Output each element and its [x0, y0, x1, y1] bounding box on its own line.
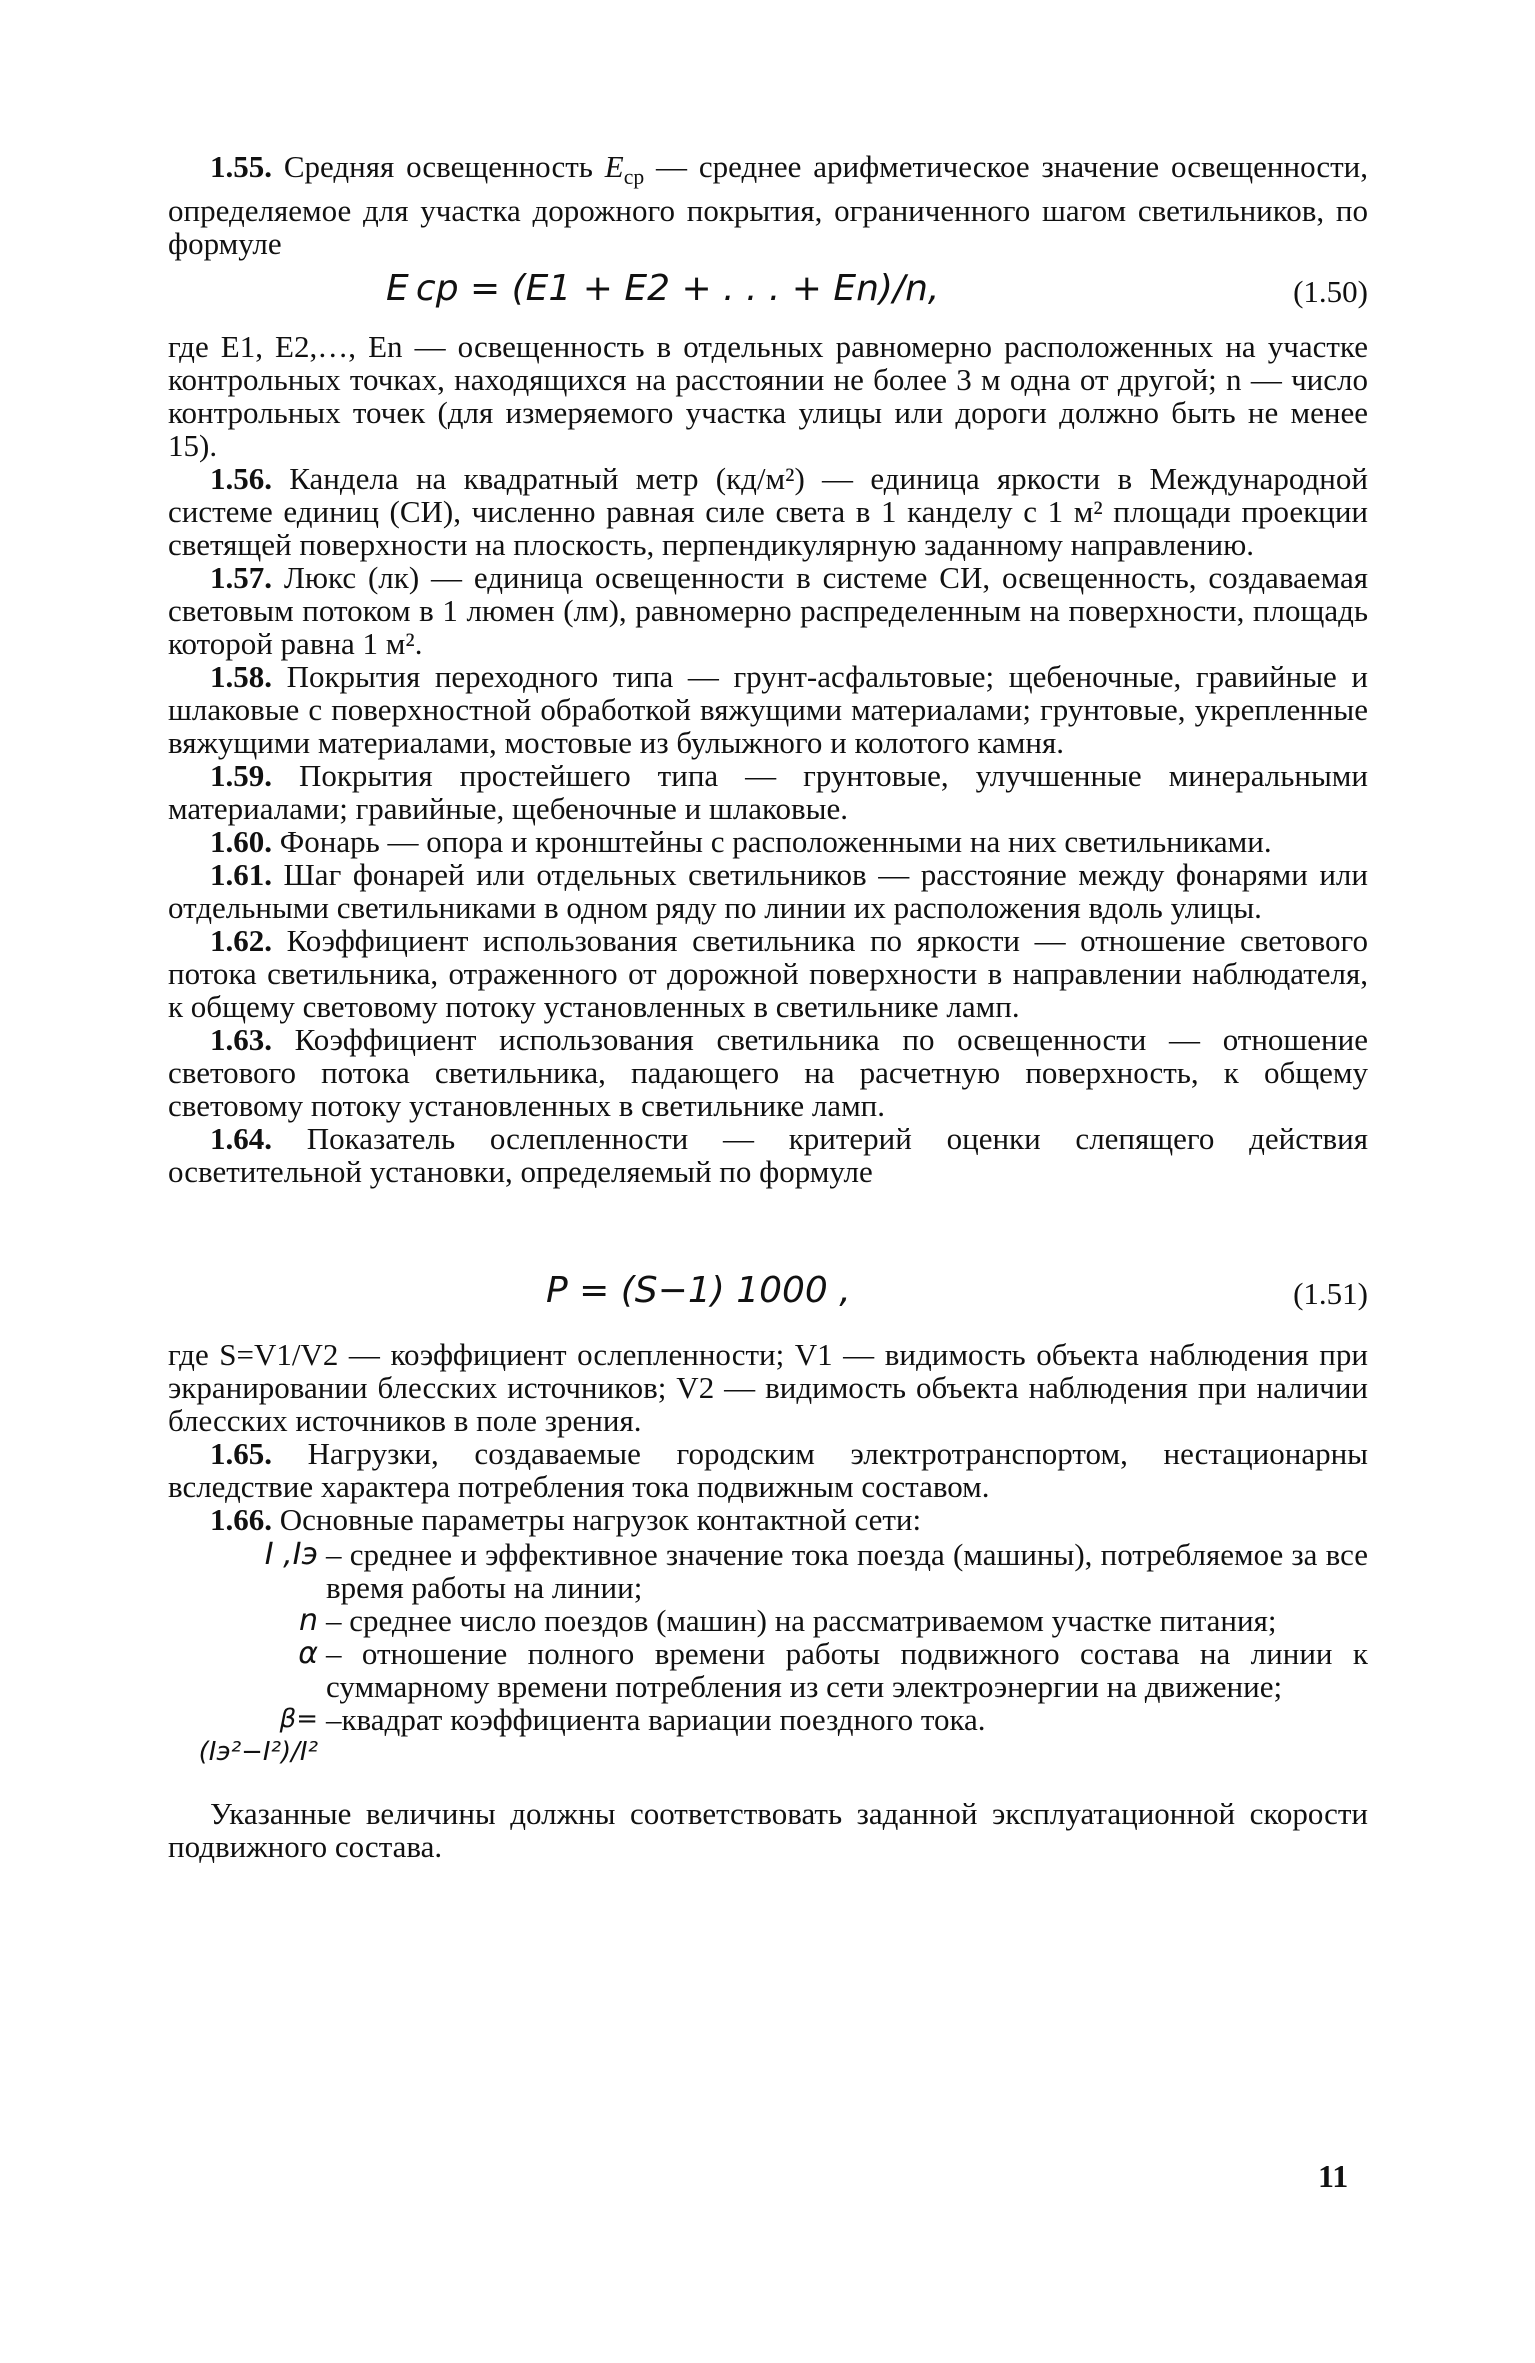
- paragraph-1-58: [168, 660, 1368, 759]
- item-number: 1.58.: [210, 659, 272, 695]
- paragraph-text: Покрытия простейшего типа — грунтовые, улучшенные минеральными материалами; гравийные, щебеночные и шлаковые.: [168, 758, 1368, 827]
- paragraph-text: Коэффициент использования светильника по освещенности — отношение светового потока светильника, падающего на расчетную поверхность, к общему световому потоку установленных в светильнике ламп.: [168, 1022, 1368, 1124]
- paragraph-text: Фонарь — опора и кронштейны с расположенными на них светильниками.: [272, 824, 1272, 860]
- paragraph-1-63: [168, 1023, 1368, 1122]
- formula-number: (1.51): [1293, 1276, 1368, 1312]
- parameter-description: – отношение полного времени работы подвижного состава на линии к суммарному времени потребления из сети электроэнергии на движение;: [326, 1636, 1368, 1705]
- parameters-list: [168, 1538, 1368, 1769]
- parameter-description: – среднее число поездов (машин) на рассматриваемом участке питания;: [326, 1603, 1277, 1639]
- item-number: 1.61.: [210, 857, 272, 893]
- formula-number: (1.50): [1293, 274, 1368, 310]
- formula-1-50: [168, 260, 1368, 330]
- symbol-e: E: [604, 149, 624, 184]
- symbol-sub: ср: [623, 165, 645, 190]
- parameter-row: [168, 1703, 1368, 1769]
- item-number: 1.56.: [210, 461, 272, 497]
- paragraph-text: Коэффициент использования светильника по яркости — отношение светового потока светильника, отраженного от дорожной поверхности в направлении наблюдателя, к общему световому потоку установленных в светильнике ламп.: [168, 923, 1368, 1025]
- paragraph-1-64: [168, 1122, 1368, 1188]
- item-number: 1.64.: [210, 1121, 272, 1157]
- page-content: [168, 150, 1368, 1863]
- parameter-symbol: α: [298, 1636, 318, 1672]
- item-number: 1.57.: [210, 560, 272, 596]
- formula-expression: E ср = (E1 + E2 + . . . + En)/n,: [386, 268, 940, 310]
- parameter-symbol: I ,Iэ: [264, 1537, 318, 1573]
- paragraph-text: Шаг фонарей или отдельных светильников — расстояние между фонарями или отдельными светильниками в одном ряду по линии их расположения вдоль улицы.: [168, 857, 1368, 926]
- paragraph-text: Люкс (лк) — единица освещенности в системе СИ, освещенность, создаваемая световым потоком в 1 люмен (лм), равномерно распределенным на поверхности, площадь которой равна 1 м².: [168, 560, 1368, 662]
- item-number: 1.60.: [210, 824, 272, 860]
- parameter-row: [168, 1538, 1368, 1604]
- paragraph-text: Показатель ослепленности — критерий оценки слепящего действия осветительной установки, определяемый по формуле: [168, 1121, 1368, 1190]
- paragraph-text: — среднее арифметическое значение освещенности, определяемое для участка дорожного покрытия, ограниченного шагом светильников, по формуле: [168, 149, 1369, 262]
- item-number: 1.59.: [210, 758, 272, 794]
- parameter-description: – среднее и эффективное значение тока поезда (машины), потребляемое за все время работы на линии;: [326, 1537, 1368, 1606]
- paragraph-text: Основные параметры нагрузок контактной сети:: [272, 1502, 922, 1538]
- parameter-description: –квадрат коэффициента вариации поездного тока.: [326, 1702, 986, 1738]
- paragraph-1-62: [168, 924, 1368, 1023]
- paragraph-text: Нагрузки, создаваемые городским электротранспортом, нестационарны вследствие характера потребления тока подвижным составом.: [168, 1436, 1368, 1505]
- paragraph-1-61: [168, 858, 1368, 924]
- page-number: 11: [1318, 2158, 1349, 2194]
- paragraph-text: Кандела на квадратный метр (кд/м²) — единица яркости в Международной системе единиц (СИ), численно равная силе света в 1 канделу с 1 м² площади проекции светящей поверхности на плоскость, перпендикулярную заданному направлению.: [168, 461, 1368, 563]
- parameter-symbol: β=(Iэ²−I²)/I²: [198, 1704, 318, 1768]
- paragraph-1-65: [168, 1437, 1368, 1503]
- closing-paragraph: Указанные величины должны соответствовать заданной эксплуатационной скорости подвижного состава.: [168, 1796, 1368, 1865]
- formula-explanation-1-50: где E1, E2,…, En — освещенность в отдельных равномерно расположенных на участке контрольных точках, находящихся на расстоянии не более 3 м одна от другой; n — число контрольных точек (для измеряемого участка улицы или дороги должно быть не менее 15).: [168, 329, 1368, 464]
- paragraph-text: Покрытия переходного типа — грунт-асфальтовые; щебеночные, гравийные и шлаковые с поверхностной обработкой вяжущими материалами; грунтовые, укрепленные вяжущими материалами, мостовые из булыжного и колотого камня.: [168, 659, 1368, 761]
- item-number: 1.66.: [210, 1502, 272, 1538]
- formula-expression: P = (S−1) 1000 ,: [546, 1270, 851, 1312]
- paragraph-1-57: [168, 561, 1368, 660]
- formula-explanation-1-51: где S=V1/V2 — коэффициент ослепленности; V1 — видимость объекта наблюдения при экранировании блесских источников; V2 — видимость объекта наблюдения при наличии блесских источников в поле зрения.: [168, 1337, 1368, 1439]
- paragraph-1-66: [168, 1503, 1368, 1536]
- parameter-row: [168, 1637, 1368, 1703]
- formula-1-51: [168, 1188, 1368, 1338]
- parameter-row: [168, 1604, 1368, 1637]
- paragraph-1-55: [168, 150, 1368, 260]
- item-number: 1.62.: [210, 923, 272, 959]
- paragraph-1-56: [168, 462, 1368, 561]
- item-number: 1.65.: [210, 1436, 272, 1472]
- paragraph-1-59: [168, 759, 1368, 825]
- item-number: 1.63.: [210, 1022, 272, 1058]
- paragraph-1-60: [168, 825, 1368, 858]
- item-number: 1.55.: [210, 149, 272, 184]
- paragraph-text: Средняя освещенность: [272, 149, 605, 184]
- parameter-symbol: n: [298, 1603, 318, 1639]
